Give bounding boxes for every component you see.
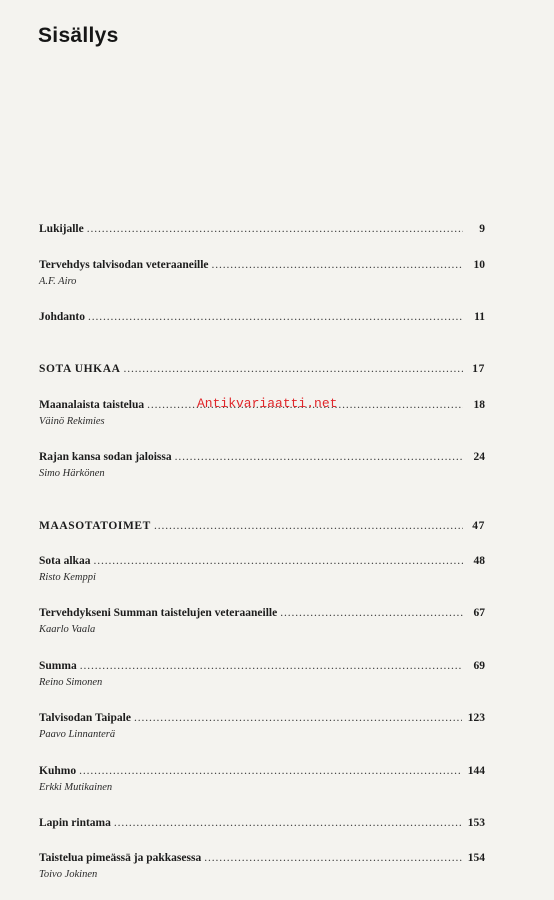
toc-entry-title: Tervehdykseni Summan taistelujen veteraaneille	[39, 607, 278, 619]
toc-entry-author: Kaarlo Vaala	[39, 624, 96, 635]
toc-entry-title: Tervehdys talvisodan veteraaneille	[39, 259, 209, 271]
toc-page-number: 17	[472, 363, 485, 375]
toc-entry-lukijalle	[39, 222, 485, 236]
dot-leader	[87, 222, 463, 236]
toc-entry-talvisodan-taipale	[39, 711, 485, 741]
toc-page-number: 47	[472, 520, 485, 532]
dot-leader	[154, 519, 463, 533]
dot-leader	[93, 554, 463, 568]
toc-page-number: 9	[479, 223, 485, 235]
toc-entry-title: Johdanto	[39, 311, 86, 323]
dot-leader	[114, 816, 462, 830]
toc-section-sota-uhkaa	[39, 362, 485, 376]
toc-entry-author: Paavo Linnanterä	[39, 729, 116, 740]
toc-entry-rajan-kansa	[39, 450, 485, 480]
toc-page-number: 11	[474, 311, 485, 323]
toc-entry-tervehdys	[39, 258, 485, 288]
dot-leader	[80, 659, 463, 673]
dot-leader	[204, 851, 462, 865]
dot-leader	[280, 606, 463, 620]
toc-entry-author: Reino Simonen	[39, 677, 103, 688]
page-title: Sisällys	[38, 24, 119, 48]
toc-entry-title: Lukijalle	[39, 223, 84, 235]
toc-page-number: 18	[473, 399, 485, 411]
toc-entry-lapin-rintama	[39, 816, 485, 830]
dot-leader	[175, 450, 463, 464]
toc-entry-author: Väinö Rekimies	[39, 416, 105, 427]
dot-leader	[212, 258, 463, 272]
toc-entry-title: Taistelua pimeässä ja pakkasessa	[39, 852, 202, 864]
toc-entry-sota-alkaa	[39, 554, 485, 584]
toc-entry-title: Kuhmo	[39, 765, 77, 777]
toc-page-number: 67	[473, 607, 485, 619]
toc-entry-taistelua-pimeassa	[39, 851, 485, 881]
dot-leader	[124, 362, 463, 376]
toc-entry-tervehdykseni	[39, 606, 485, 636]
toc-entry-summa	[39, 659, 485, 689]
toc-entry-title: Summa	[39, 660, 77, 672]
toc-page-number: 153	[467, 817, 485, 829]
toc-section-title: MAASOTATOIMET	[39, 520, 151, 532]
toc-entry-title: Talvisodan Taipale	[39, 712, 131, 724]
toc-page-number: 10	[473, 259, 485, 271]
toc-entry-author: A.F. Airo	[39, 276, 77, 287]
toc-page-number: 123	[467, 712, 485, 724]
toc-entry-johdanto	[39, 310, 485, 324]
watermark: Antikvariaatti.net	[197, 396, 338, 411]
toc-page-number: 154	[467, 852, 485, 864]
toc-entry-title: Sota alkaa	[39, 555, 91, 567]
toc-entry-kuhmo	[39, 764, 485, 794]
toc-entry-author: Risto Kemppi	[39, 572, 96, 583]
toc-entry-title: Lapin rintama	[39, 817, 111, 829]
toc-entry-author: Erkki Mutikainen	[39, 782, 113, 793]
dot-leader	[88, 310, 463, 324]
toc-entry-title: Maanalaista taistelua	[39, 399, 145, 411]
toc-page-number: 24	[473, 451, 485, 463]
toc-page-number: 48	[473, 555, 485, 567]
toc-page-number: 69	[473, 660, 485, 672]
dot-leader	[79, 764, 462, 778]
toc-entry-author: Toivo Jokinen	[39, 869, 98, 880]
toc-section-title: SOTA UHKAA	[39, 363, 121, 375]
toc-page-number: 144	[467, 765, 485, 777]
dot-leader	[134, 711, 462, 725]
toc-section-maasotatoimet	[39, 519, 485, 533]
toc-entry-title: Rajan kansa sodan jaloissa	[39, 451, 172, 463]
toc-entry-author: Simo Härkönen	[39, 468, 105, 479]
